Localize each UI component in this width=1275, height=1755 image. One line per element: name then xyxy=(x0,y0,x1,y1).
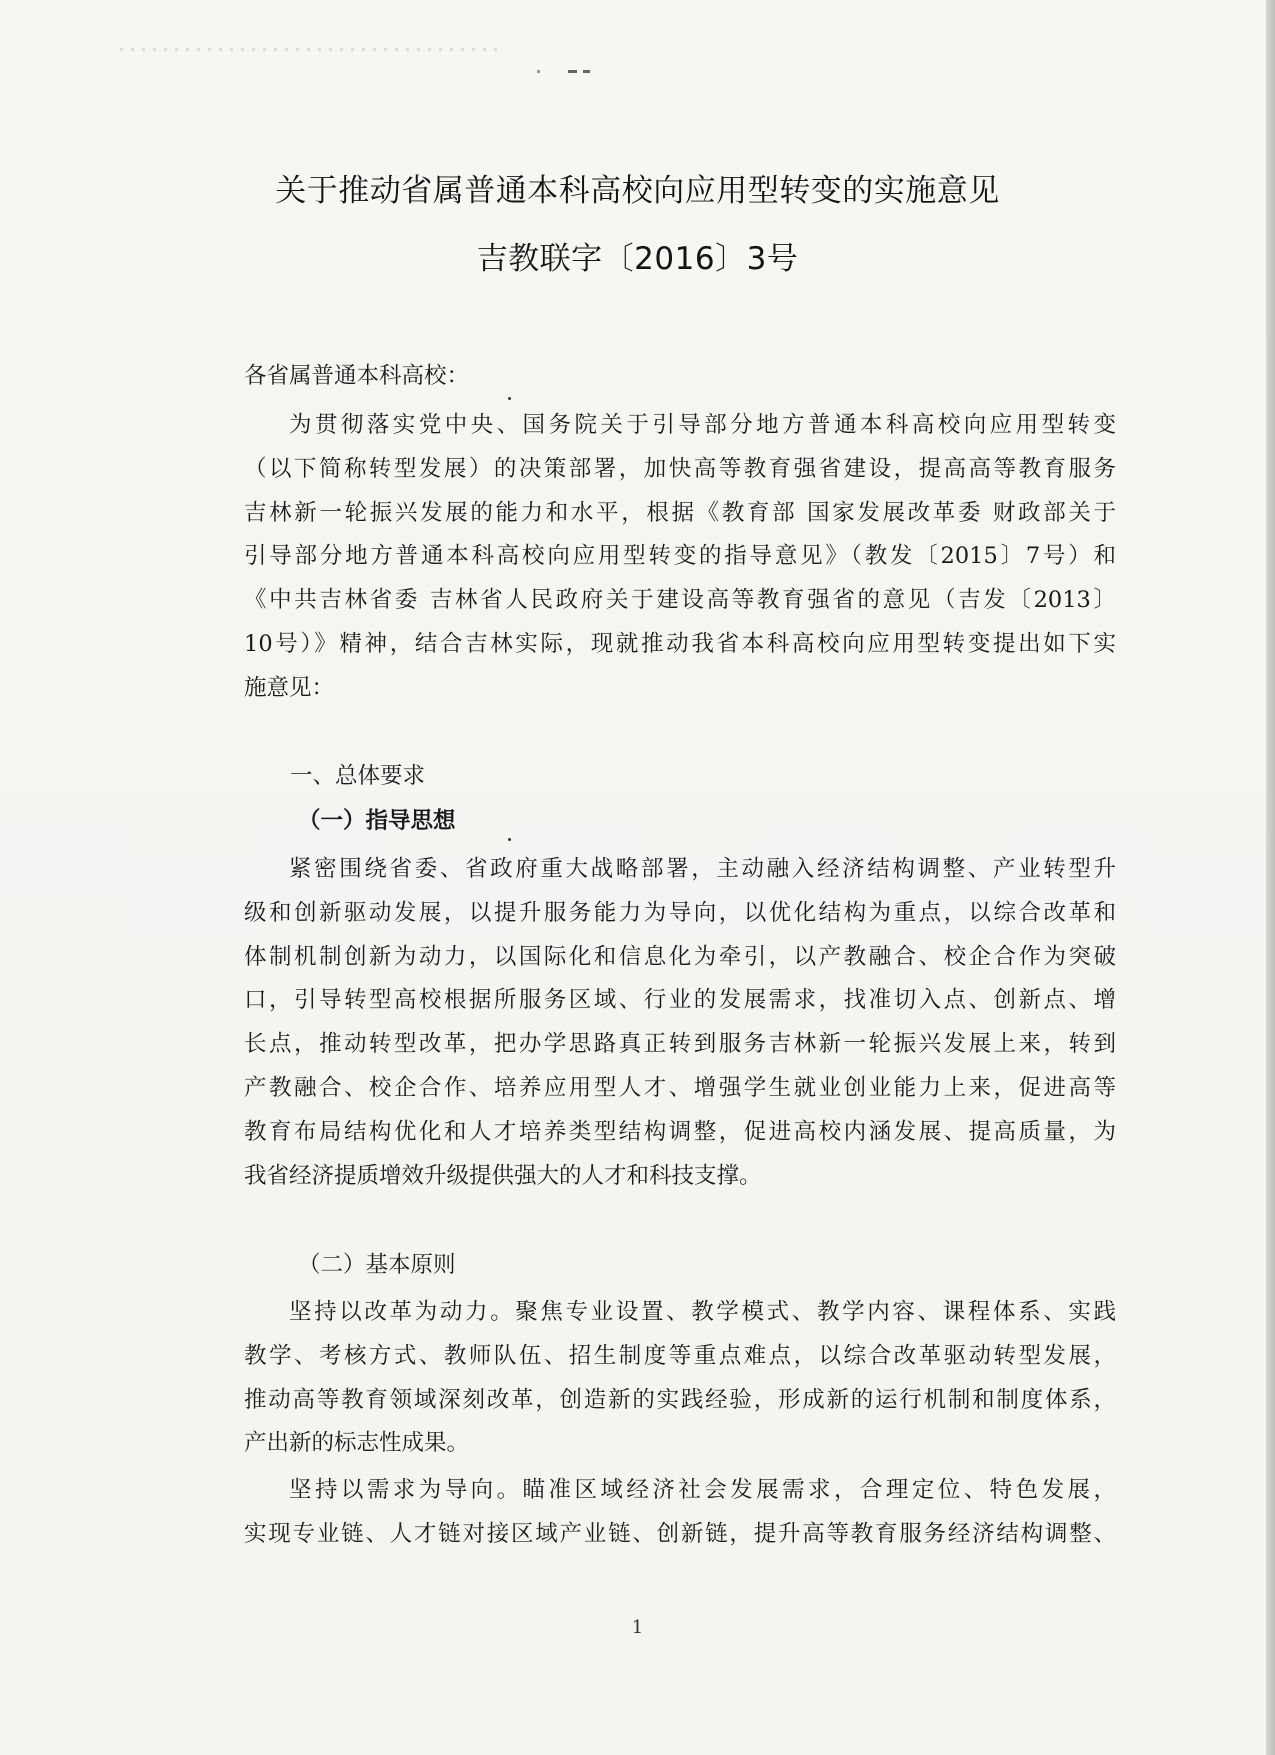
text-line: 推动高等教育领域深刻改革，创造新的实践经验，形成新的运行机制和制度体系， xyxy=(244,1386,1116,1413)
document-number: 吉教联字〔2016〕3号 xyxy=(476,241,799,277)
text-line: 吉林新一轮振兴发展的能力和水平，根据《教育部 国家发展改革委 财政部关于 xyxy=(244,499,1116,526)
salutation: 各省属普通本科高校： xyxy=(244,363,470,389)
intro-paragraph xyxy=(244,404,1116,711)
scan-mark xyxy=(537,70,540,73)
text-line: 体制机制创新为动力，以国际化和信息化为牵引，以产教融合、校企合作为突破 xyxy=(244,943,1116,970)
text-line: 我省经济提质增效升级提供强大的人才和科技支撑。 xyxy=(244,1162,762,1189)
scan-mark xyxy=(583,70,590,73)
scan-mark xyxy=(568,70,577,73)
scan-speck xyxy=(508,838,511,841)
principle-paragraph xyxy=(244,1291,1116,1466)
text-line: 产教融合、校企合作、培养应用型人才、增强学生就业创业能力上来，促进高等 xyxy=(244,1074,1116,1101)
text-line: 级和创新驱动发展，以提升服务能力为导向，以优化结构为重点，以综合改革和 xyxy=(244,899,1116,926)
text-line: 教育布局结构优化和人才培养类型结构调整，促进高校内涵发展、提高质量，为 xyxy=(244,1118,1116,1145)
scan-marks xyxy=(120,48,500,51)
text-line: 坚持以需求为导向。瞄准区域经济社会发展需求，合理定位、特色发展， xyxy=(289,1477,1116,1503)
document-title: 关于推动省属普通本科高校向应用型转变的实施意见 xyxy=(275,173,1000,209)
text-line: 为贯彻落实党中央、国务院关于引导部分地方普通本科高校向应用型转变 xyxy=(289,412,1116,438)
subsection-heading: （二）基本原则 xyxy=(298,1252,456,1278)
text-line: 实现专业链、人才链对接区域产业链、创新链，提升高等教育服务经济结构调整、 xyxy=(244,1520,1116,1547)
guiding-paragraph xyxy=(244,848,1116,1198)
text-line: 坚持以改革为动力。聚焦专业设置、教学模式、教学内容、课程体系、实践 xyxy=(289,1299,1116,1325)
text-line: 施意见： xyxy=(244,674,335,701)
text-line: 紧密围绕省委、省政府重大战略部署，主动融入经济结构调整、产业转型升 xyxy=(289,856,1116,882)
text-line: 引导部分地方普通本科高校向应用型转变的指导意见》（教发〔2015〕7号）和 xyxy=(244,543,1116,570)
text-line: 10号）》精神，结合吉林实际，现就推动我省本科高校向应用型转变提出如下实 xyxy=(244,630,1116,657)
subsection-heading: （一）指导思想 xyxy=(298,808,456,834)
text-line: 长点，推动转型改革，把办学思路真正转到服务吉林新一轮振兴发展上来，转到 xyxy=(244,1031,1116,1058)
page-number: 1 xyxy=(631,1617,644,1638)
scan-speck xyxy=(508,397,511,400)
text-line: 《中共吉林省委 吉林省人民政府关于建设高等教育强省的意见（吉发〔2013〕 xyxy=(244,587,1116,614)
text-line: 产出新的标志性成果。 xyxy=(244,1430,470,1457)
principle-paragraph xyxy=(244,1469,1116,1557)
text-line: 口，引导转型高校根据所服务区域、行业的发展需求，找准切入点、创新点、增 xyxy=(244,987,1116,1014)
text-line: （以下简称转型发展）的决策部署，加快高等教育强省建设，提高高等教育服务 xyxy=(244,455,1116,482)
section-heading: 一、总体要求 xyxy=(290,763,426,789)
text-line: 教学、考核方式、教师队伍、招生制度等重点难点，以综合改革驱动转型发展， xyxy=(244,1342,1116,1369)
